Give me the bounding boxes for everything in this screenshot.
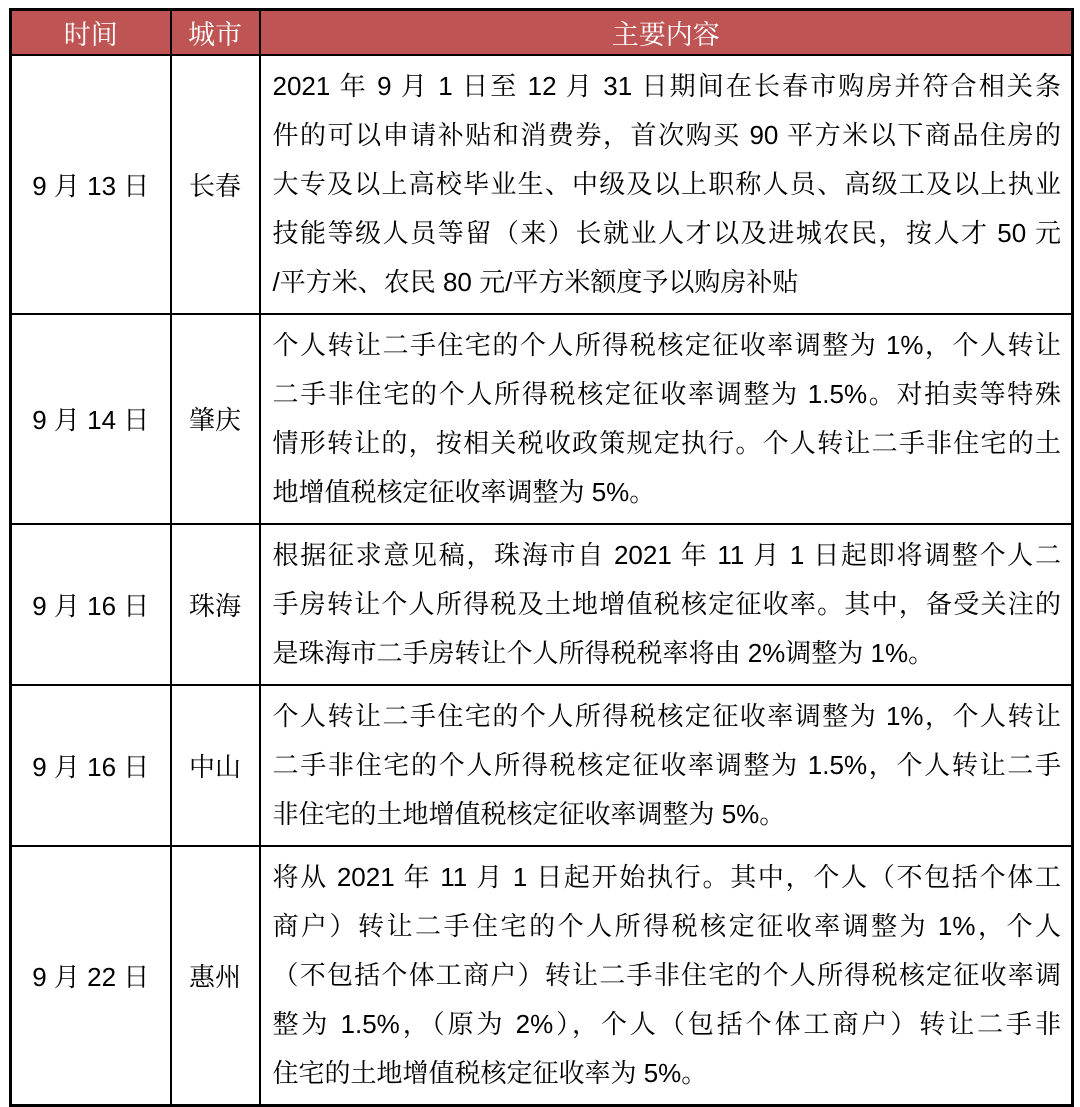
table-row-huizhou (11, 846, 1073, 1106)
content-line: 手房转让个人所得税及土地增值税核定征收率。其中，备受关注的 (272, 588, 1061, 619)
table-row-zhaoqing (11, 314, 1073, 524)
content-line: 是珠海市二手房转让个人所得税税率将由 2%调整为 1%。 (272, 637, 935, 668)
content-line: 商户）转让二手住宅的个人所得税核定征收率调整为 1%，个人 (272, 910, 1061, 941)
city-cell: 肇庆 (171, 314, 260, 524)
content-line: /平方米、农民 80 元/平方米额度予以购房补贴 (272, 266, 799, 297)
content-line: 技能等级人员等留（来）长就业人才以及进城农民，按人才 50 元 (272, 217, 1061, 248)
content-line: 2021 年 9 月 1 日至 12 月 31 日期间在长春市购房并符合相关条 (272, 70, 1061, 101)
content-line: 情形转让的，按相关税收政策规定执行。个人转让二手非住宅的土 (272, 427, 1061, 458)
content-line: 件的可以申请补贴和消费券，首次购买 90 平方米以下商品住房的 (272, 119, 1061, 150)
date-cell: 9 月 13 日 (11, 55, 171, 314)
policy-table (9, 8, 1074, 1107)
date-cell: 9 月 16 日 (11, 524, 171, 685)
content-line: 住宅的土地增值税核定征收率为 5%。 (272, 1057, 708, 1088)
date-cell: 9 月 14 日 (11, 314, 171, 524)
date-cell: 9 月 16 日 (11, 685, 171, 846)
header-cell-city: 城市 (171, 10, 260, 55)
city-cell: 长春 (171, 55, 260, 314)
content-line: 二手非住宅的个人所得税核定征收率调整为 1.5%。对拍卖等特殊 (272, 378, 1061, 409)
content-line: 整为 1.5%，（原为 2%），个人（包括个体工商户）转让二手非 (272, 1008, 1061, 1039)
content-line: 非住宅的土地增值税核定征收率调整为 5%。 (272, 798, 786, 829)
content-cell (260, 846, 1073, 1106)
content-cell (260, 314, 1073, 524)
content-line: 个人转让二手住宅的个人所得税核定征收率调整为 1%，个人转让 (272, 700, 1061, 731)
content-cell (260, 524, 1073, 685)
header-cell-time: 时间 (11, 10, 171, 55)
date-cell: 9 月 22 日 (11, 846, 171, 1106)
content-cell (260, 55, 1073, 314)
city-cell: 惠州 (171, 846, 260, 1106)
content-line: 根据征求意见稿，珠海市自 2021 年 11 月 1 日起即将调整个人二 (272, 539, 1061, 570)
content-line: （不包括个体工商户）转让二手非住宅的个人所得税核定征收率调 (272, 959, 1061, 990)
table-header (11, 10, 1073, 55)
header-cell-main-content: 主要内容 (260, 10, 1073, 55)
table-row-zhongshan (11, 685, 1073, 846)
table-row-zhuhai (11, 524, 1073, 685)
city-cell: 中山 (171, 685, 260, 846)
table-row-changchun (11, 55, 1073, 314)
content-line: 地增值税核定征收率调整为 5%。 (272, 476, 656, 507)
content-cell (260, 685, 1073, 846)
content-line: 二手非住宅的个人所得税核定征收率调整为 1.5%，个人转让二手 (272, 749, 1061, 780)
city-cell: 珠海 (171, 524, 260, 685)
content-line: 将从 2021 年 11 月 1 日起开始执行。其中，个人（不包括个体工 (272, 861, 1061, 892)
header-row (11, 10, 1073, 55)
content-line: 大专及以上高校毕业生、中级及以上职称人员、高级工及以上执业 (272, 168, 1061, 199)
content-line: 个人转让二手住宅的个人所得税核定征收率调整为 1%，个人转让 (272, 329, 1061, 360)
